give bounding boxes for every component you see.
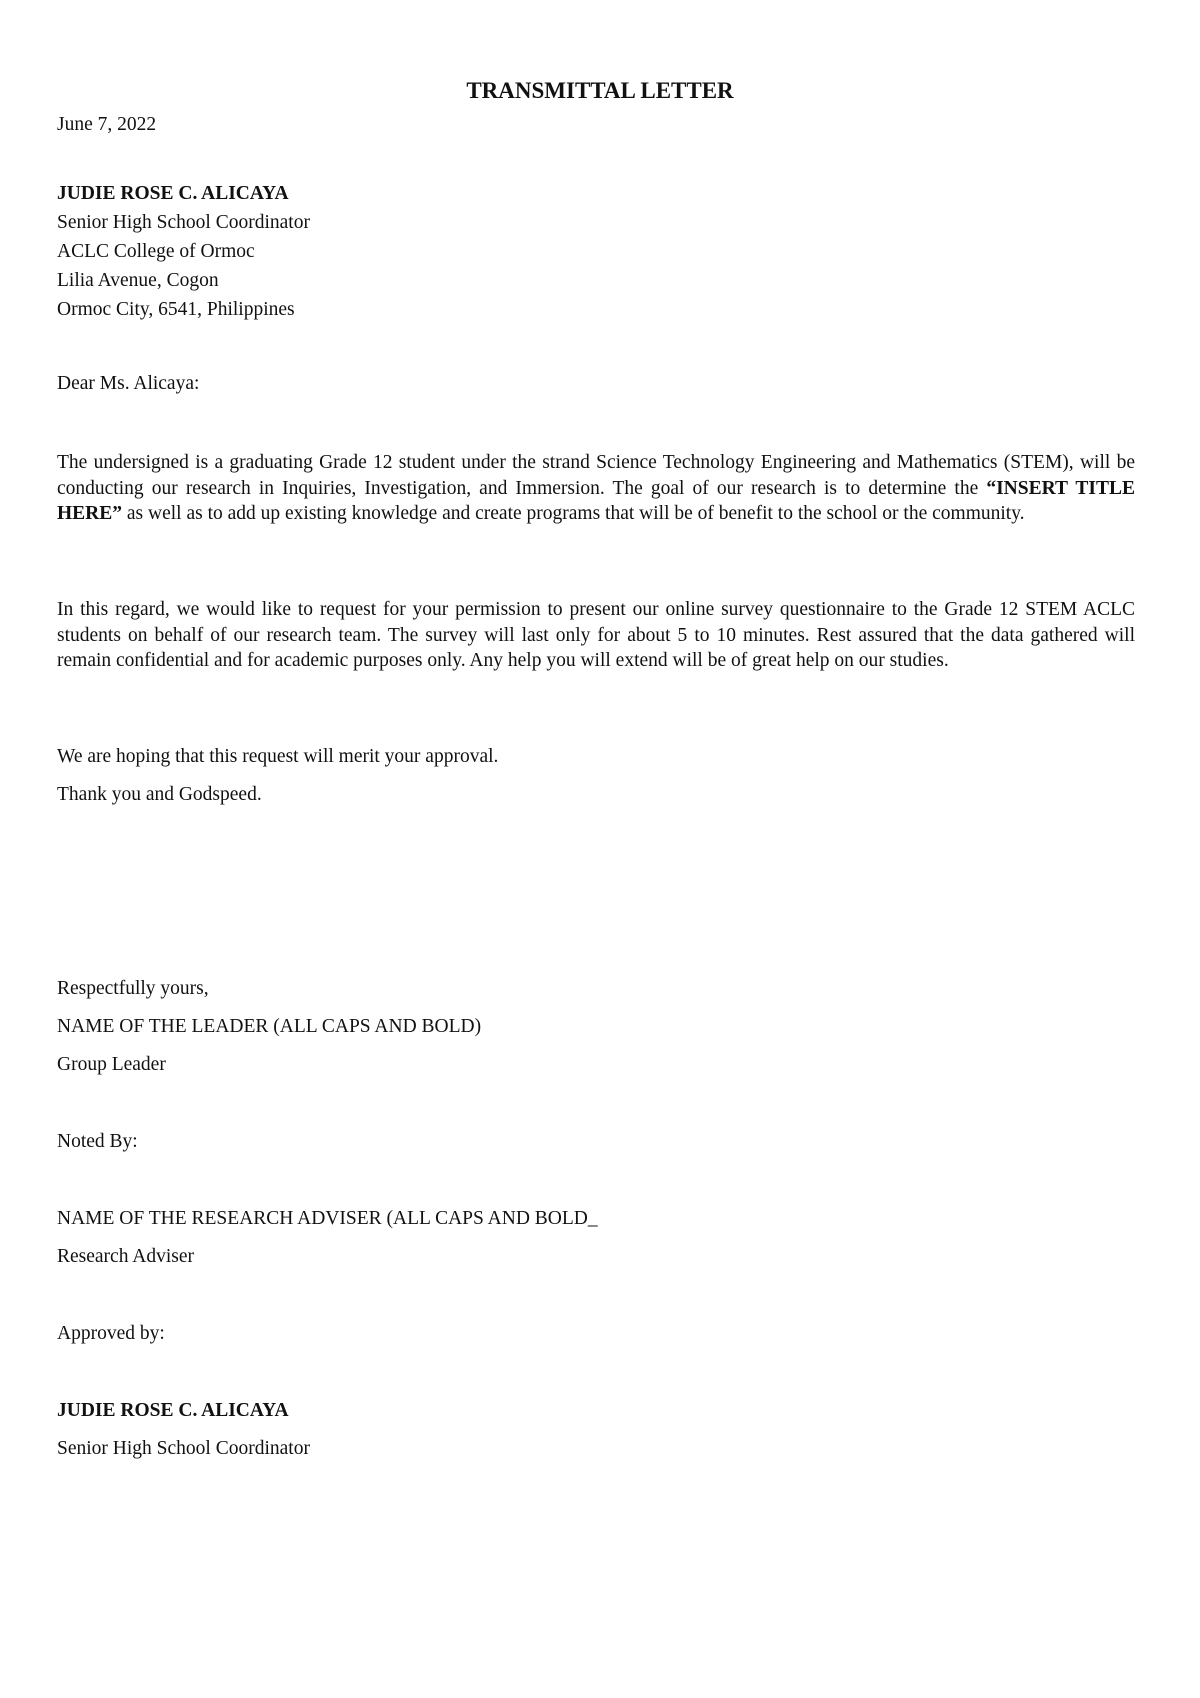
approver-name: JUDIE ROSE C. ALICAYA xyxy=(57,1400,289,1421)
recipient-street: Lilia Avenue, Cogon xyxy=(57,270,219,291)
noted-by-label: Noted By: xyxy=(57,1131,138,1152)
paragraph-1-text-start: The undersigned is a graduating Grade 12 student under the strand Science Technology Engineering and Mathematics (STEM), will be conducting our research in Inquiries, Investigation, and Immersion. The goal of our research is to determine the xyxy=(57,452,1135,499)
approved-by-label: Approved by: xyxy=(57,1323,165,1344)
letter-title: TRANSMITTAL LETTER xyxy=(466,78,734,103)
adviser-name: NAME OF THE RESEARCH ADVISER (ALL CAPS AND BOLD_ xyxy=(57,1208,598,1229)
adviser-role: Research Adviser xyxy=(57,1246,194,1267)
recipient-city: Ormoc City, 6541, Philippines xyxy=(57,299,295,320)
approver-role: Senior High School Coordinator xyxy=(57,1438,310,1459)
salutation: Dear Ms. Alicaya: xyxy=(57,373,200,394)
body-paragraph-1 xyxy=(57,450,1135,527)
paragraph-1-text-end: as well as to add up existing knowledge and create programs that will be of benefit to the school or the community. xyxy=(122,503,1025,524)
letter-date: June 7, 2022 xyxy=(57,114,157,135)
thanks-line: Thank you and Godspeed. xyxy=(57,784,262,805)
recipient-institution: ACLC College of Ormoc xyxy=(57,241,255,262)
approval-hope-line: We are hoping that this request will merit your approval. xyxy=(57,746,499,767)
closing-line: Respectfully yours, xyxy=(57,978,209,999)
leader-role: Group Leader xyxy=(57,1054,166,1075)
recipient-name: JUDIE ROSE C. ALICAYA xyxy=(57,183,289,204)
research-title-placeholder: “INSERT TITLE HERE” xyxy=(57,477,1136,524)
body-paragraph-2: In this regard, we would like to request for your permission to present our online survey questionnaire to the Grade 12 STEM ACLC students on behalf of our research team. The survey will last only for about 5 to 10 minutes. Rest assured that the data gathered will remain confidential and for academic purposes only. Any help you will extend will be of great help on our studies. xyxy=(57,599,1135,671)
leader-name: NAME OF THE LEADER (ALL CAPS AND BOLD) xyxy=(57,1016,482,1037)
recipient-position: Senior High School Coordinator xyxy=(57,212,310,233)
